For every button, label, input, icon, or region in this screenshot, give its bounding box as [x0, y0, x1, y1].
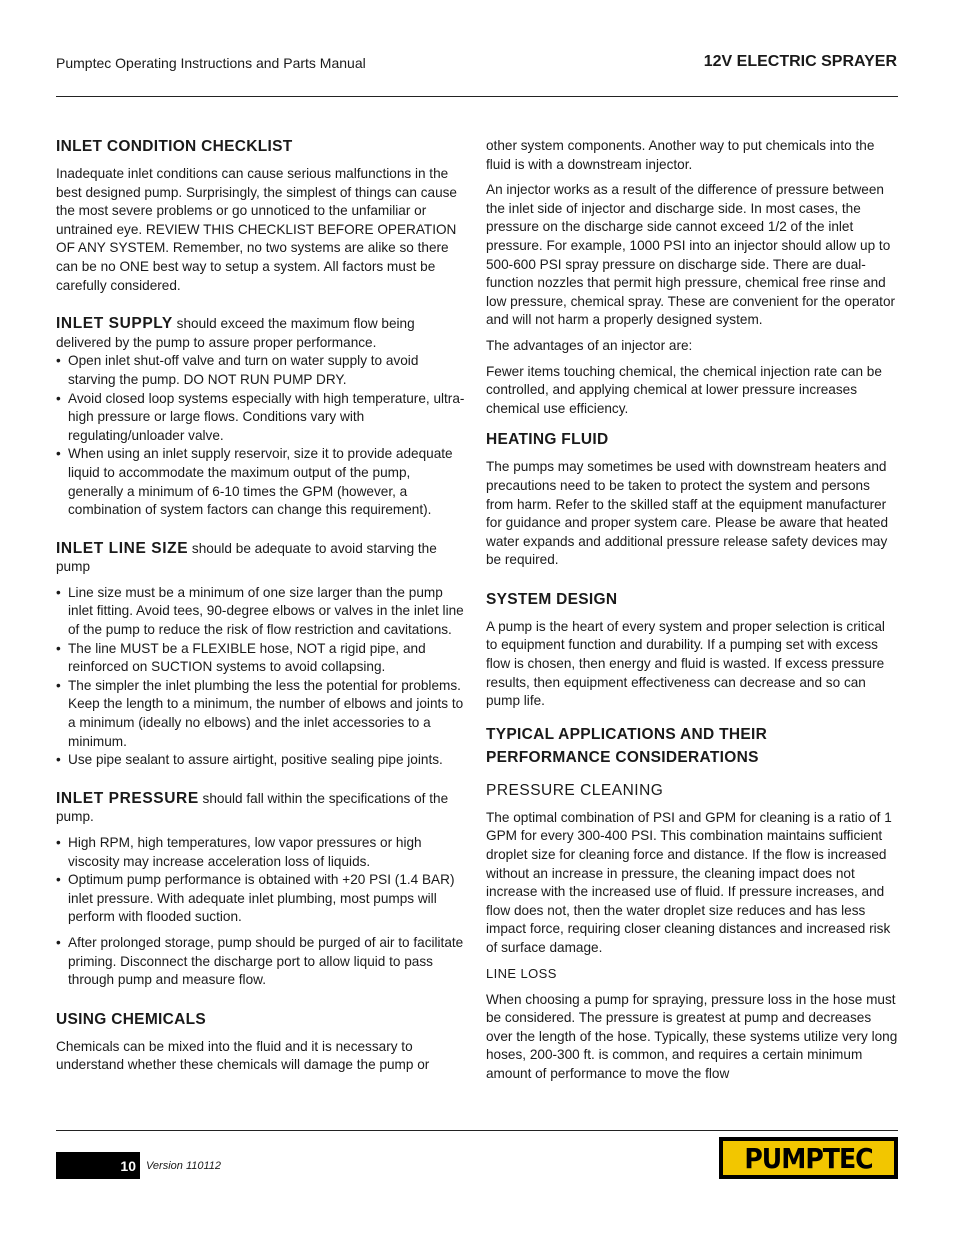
chemicals-continued-paragraph: other system components. Another way to put chemicals into the fluid is with a downstream injector. [486, 138, 875, 172]
inlet-pressure-text: should fall within the specifications of the pump. [56, 790, 449, 825]
list-item: • Avoid closed loop systems especially with high temperature, ultra-high pressure or large flows. Conditions vary with regulating/unloader valve. [56, 390, 468, 446]
inlet-supply-list [56, 352, 468, 519]
heating-fluid-heading: HEATING FLUID [486, 431, 609, 449]
pressure-cleaning-subheading: PRESSURE CLEANING [486, 781, 664, 799]
advantages-paragraph: Fewer items touching chemical, the chemical injection rate can be controlled, and applying chemical at lower pressure increases chemical use efficiency. [486, 363, 882, 416]
inlet-pressure-list [56, 834, 468, 927]
list-item: • Line size must be a minimum of one size larger than the pump inlet fitting. Avoid tees, 90-degree elbows or valves in the inlet line of the pump to reduce the risk of flow restriction and cavitations. [56, 584, 468, 640]
logo-wordmark: PUMPTEC [723, 1141, 894, 1175]
heating-fluid-paragraph: The pumps may sometimes be used with downstream heaters and precautions need to be taken to protect the system and persons from harm. Refer to the skilled staff at the equipment manufacturer for guidance and proper system care. Please be aware that heated water expands and additional pressure release safety devices may be required. [486, 459, 889, 568]
inlet-condition-paragraph: Inadequate inlet conditions can cause serious malfunctions in the best designed pump. Surprisingly, the simplest of things can cause the most severe problems or go unnoticed to the unfamiliar or untrained eye. REVIEW THIS CHECKLIST BEFORE OPERATION OF ANY SYSTEM. Remember, no two systems are alike so there can be no ONE best way to setup a system. All factors must be carefully considered. [56, 166, 457, 293]
inlet-pressure-lead: INLET PRESSURE [56, 789, 199, 807]
system-design-paragraph: A pump is the heart of every system and proper selection is critical to equipment function and durability. If a pumping set with excess flow is chosen, then energy and fluid is wasted. If excess pressure results, then equipment effectiveness can decrease and so can pump life. [486, 618, 885, 709]
system-design-heading: SYSTEM DESIGN [486, 590, 618, 608]
inlet-line-size-lead: INLET LINE SIZE [56, 539, 189, 557]
list-item: • When using an inlet supply reservoir, size it to provide adequate liquid to accommodate the maximum output of the pump, generally a minimum of 6-10 times the GPM (however, a combination of system factors can change this requirement). [56, 445, 468, 519]
page-number-box [56, 1152, 140, 1179]
inlet-line-size-text: should be adequate to avoid starving the pump [56, 540, 437, 575]
manual-title: Pumptec Operating Instructions and Parts Manual [56, 55, 366, 71]
typical-applications-heading [486, 723, 898, 769]
list-item: • High RPM, high temperatures, low vapor pressures or high viscosity may increase acceleration loss of liquids. [56, 834, 468, 871]
inlet-pressure-paragraph [56, 790, 468, 827]
inlet-line-size-list [56, 584, 468, 770]
header-divider [56, 96, 898, 97]
typical-heading-line1: TYPICAL APPLICATIONS AND THEIR [486, 725, 768, 743]
using-chemicals-paragraph: Chemicals can be mixed into the fluid and it is necessary to understand whether these chemicals will damage the pump or [56, 1038, 430, 1073]
line-loss-paragraph: When choosing a pump for spraying, pressure loss in the hose must be considered. The pressure is greatest at pump and decreases over the length of the hose. Typically, these systems utilize very long hoses, 200-300 ft. is common, and requires a certain minimum amount of performance to move the flow [486, 991, 898, 1081]
list-item: • Use pipe sealant to assure airtight, positive sealing pipe joints. [56, 751, 468, 770]
pressure-cleaning-paragraph: The optimal combination of PSI and GPM for cleaning is a ratio of 1 GPM for every 300-400 PSI. This combination maintains sufficient droplet size for cleaning force and distance. If the flow is increased without an increase in pressure, the cleaning impact does not increase with the increased use of fluid. If pressure increases, and flow does not, then the water droplet size reduces and has less impact force, requiring closer cleaning distances and increased risk of surface damage. [486, 809, 892, 955]
list-item: • The line MUST be a FLEXIBLE hose, NOT a rigid pipe, and reinforced on SUCTION systems to avoid collapsing. [56, 640, 468, 677]
page-number: 10 [120, 1157, 136, 1174]
list-item: • The simpler the inlet plumbing the less the potential for problems. Keep the length to a minimum, the number of elbows and joints to a minimum (ideally no elbows) and the inlet accessories to a minimum. [56, 677, 468, 751]
line-loss-subheading: LINE LOSS [486, 965, 557, 981]
footer-divider [56, 1130, 898, 1131]
advantages-intro: The advantages of an injector are: [486, 337, 693, 353]
injector-paragraph: An injector works as a result of the difference of pressure between the inlet side of injector and discharge side. In most cases, the pressure on the discharge side cannot exceed 1/2 of the inlet pressure. For example, 1000 PSI into an injector should allow up to 500-600 PSI spray pressure on discharge side. There are dual-function nozzles that permit high pressure, chemical free rinse and low pressure, chemical spray. These are convenient for the operator and will not harm a properly designed system. [486, 182, 896, 328]
list-item: • Open inlet shut-off valve and turn on water supply to avoid starving the pump. DO NOT RUN PUMP DRY. [56, 352, 468, 389]
left-column [56, 137, 468, 1082]
inlet-supply-lead: INLET SUPPLY [56, 315, 173, 333]
inlet-supply-text: should exceed the maximum flow being delivered by the pump to assure proper performance. [56, 316, 415, 350]
using-chemicals-heading: USING CHEMICALS [56, 1010, 207, 1028]
inlet-supply-paragraph [56, 315, 468, 352]
right-column [486, 137, 898, 1091]
list-item: • Optimum pump performance is obtained with +20 PSI (1.4 BAR) inlet pressure. With adequate inlet plumbing, most pumps will perform with flooded suction. [56, 871, 468, 927]
typical-heading-line2: PERFORMANCE CONSIDERATIONS [486, 748, 759, 766]
version-label: Version 110112 [146, 1160, 222, 1172]
list-item: • After prolonged storage, pump should be purged of air to facilitate priming. Disconnect the discharge port to allow liquid to pass through pump and measure flow. [56, 934, 468, 990]
inlet-line-size-paragraph [56, 540, 468, 577]
product-title: 12V ELECTRIC SPRAYER [703, 53, 897, 70]
pumptec-logo [719, 1137, 898, 1179]
inlet-pressure-list-2 [56, 934, 468, 990]
inlet-condition-heading: INLET CONDITION CHECKLIST [56, 138, 293, 155]
